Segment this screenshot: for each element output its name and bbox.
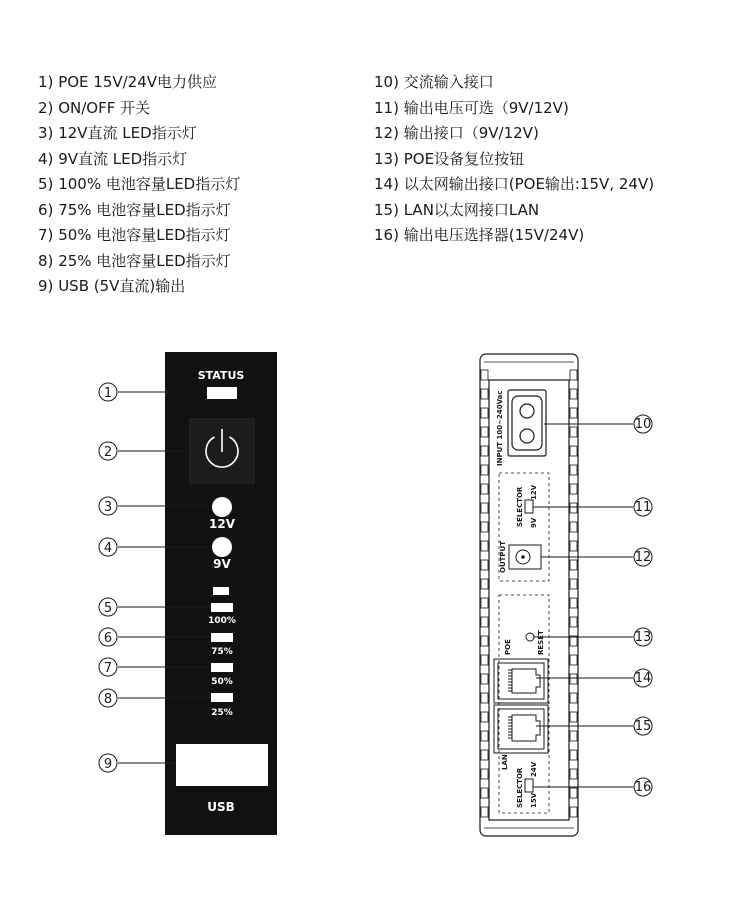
legend-item-number: 16)	[374, 226, 399, 244]
output-label: OUTPUT	[499, 541, 507, 573]
legend-item-text: POE设备复位按钮	[403, 149, 525, 168]
selector-24v-label: 24V	[530, 761, 538, 777]
callout-16	[634, 778, 652, 796]
svg-text:1: 1	[103, 386, 113, 401]
selector-label: SELECTOR	[516, 486, 524, 527]
svg-text:12: 12	[634, 550, 652, 565]
callout-5	[99, 598, 117, 616]
legend-item-text: 25% 电池容量LED指示灯	[58, 251, 231, 270]
callout-6	[99, 628, 117, 646]
legend-item-number: 2)	[38, 98, 54, 117]
callout-3	[99, 497, 117, 515]
legend-item-number: 3)	[38, 124, 54, 142]
selector2-label: SELECTOR	[516, 767, 524, 808]
dc-output-jack	[509, 545, 541, 569]
svg-text:3: 3	[103, 500, 113, 515]
svg-text:6: 6	[103, 631, 113, 646]
legend-item-number: 11)	[374, 98, 399, 117]
callout-7	[99, 658, 117, 676]
led-9v-label: 9V	[213, 557, 231, 571]
callout-8	[99, 689, 117, 707]
battery-led-75	[211, 633, 233, 642]
battery-led-indicator	[213, 587, 229, 595]
poe-status-led	[207, 387, 237, 399]
legend-item-number: 9)	[38, 277, 54, 295]
svg-text:16: 16	[634, 780, 652, 795]
svg-text:2: 2	[103, 445, 113, 460]
svg-text:5: 5	[103, 601, 113, 616]
legend-item-number: 1)	[38, 73, 54, 91]
legend-item-number: 13)	[374, 149, 399, 168]
svg-text:13: 13	[634, 630, 652, 645]
selector-12v-label: 12V	[530, 484, 538, 500]
legend-item-text: POE 15V/24V电力供应	[58, 73, 218, 91]
svg-text:7: 7	[103, 661, 113, 676]
reset-label: RESET	[537, 630, 545, 655]
battery-led-50	[211, 663, 233, 672]
battery-100-label: 100%	[208, 616, 236, 626]
callout-15	[634, 717, 652, 735]
legend-item-text: ON/OFF 开关	[58, 98, 151, 117]
legend-item-text: 输出接口（9V/12V)	[403, 124, 539, 142]
legend-item-number: 14)	[374, 175, 399, 193]
svg-text:9: 9	[103, 757, 113, 772]
svg-text:8: 8	[103, 692, 113, 707]
usb-port	[176, 744, 268, 786]
svg-text:14: 14	[634, 671, 652, 686]
callout-2	[99, 442, 117, 460]
battery-led-25	[211, 693, 233, 702]
led-12v-label: 12V	[209, 517, 235, 531]
voltage-selector-15v-24v[interactable]	[525, 779, 533, 792]
legend-item-text: 100% 电池容量LED指示灯	[58, 175, 241, 193]
lan-label: LAN	[501, 754, 509, 770]
legend-item-number: 10)	[374, 73, 399, 91]
battery-75-label: 75%	[211, 647, 233, 657]
selector-15v-label: 15V	[530, 792, 538, 808]
svg-text:15: 15	[634, 719, 652, 734]
legend-item-number: 5)	[38, 175, 54, 193]
legend-item-text: 交流输入接口	[403, 73, 494, 91]
svg-text:11: 11	[634, 500, 652, 515]
led-12v	[212, 497, 232, 517]
svg-text:4: 4	[103, 541, 113, 556]
reset-button[interactable]	[526, 633, 534, 641]
callout-14	[634, 669, 652, 687]
selector-9v-label: 9V	[530, 517, 538, 528]
legend-item-text: 以太网输出接口(POE输出:15V, 24V)	[403, 175, 655, 193]
legend-item-number: 12)	[374, 124, 399, 142]
callout-12	[634, 548, 652, 566]
legend-item-number: 4)	[38, 149, 54, 168]
front-panel	[165, 352, 277, 835]
dc-output-jack-pin	[521, 555, 525, 559]
voltage-selector-9v-12v[interactable]	[525, 500, 533, 513]
battery-25-label: 25%	[211, 708, 233, 718]
battery-50-label: 50%	[211, 677, 233, 687]
legend-item-text: 输出电压选择器(15V/24V)	[403, 226, 585, 244]
legend-item-number: 15)	[374, 200, 399, 219]
poe-label: POE	[504, 639, 512, 655]
svg-text:10: 10	[634, 417, 652, 432]
legend-item-text: 输出电压可选（9V/12V)	[403, 98, 569, 117]
battery-led-100	[211, 603, 233, 612]
legend-item-number: 8)	[38, 251, 54, 270]
callout-4	[99, 538, 117, 556]
callout-9	[99, 754, 117, 772]
legend-item-text: 50% 电池容量LED指示灯	[58, 226, 231, 244]
callout-10	[634, 415, 652, 433]
callout-11	[634, 498, 652, 516]
legend-item-text: 75% 电池容量LED指示灯	[58, 200, 231, 219]
legend-item-number: 6)	[38, 200, 54, 219]
legend-item-text: 9V直流 LED指示灯	[58, 149, 188, 168]
legend-item-text: USB (5V直流)输出	[58, 277, 186, 295]
callout-1	[99, 383, 117, 401]
input-label: INPUT 100~240Vac	[496, 390, 504, 466]
legend-item-text: 12V直流 LED指示灯	[58, 124, 197, 142]
usb-label: USB	[207, 800, 235, 814]
led-9v	[212, 537, 232, 557]
callout-13	[634, 628, 652, 646]
legend-item-text: LAN以太网接口LAN	[403, 200, 540, 219]
status-label: STATUS	[197, 369, 245, 382]
legend-item-number: 7)	[38, 226, 54, 244]
